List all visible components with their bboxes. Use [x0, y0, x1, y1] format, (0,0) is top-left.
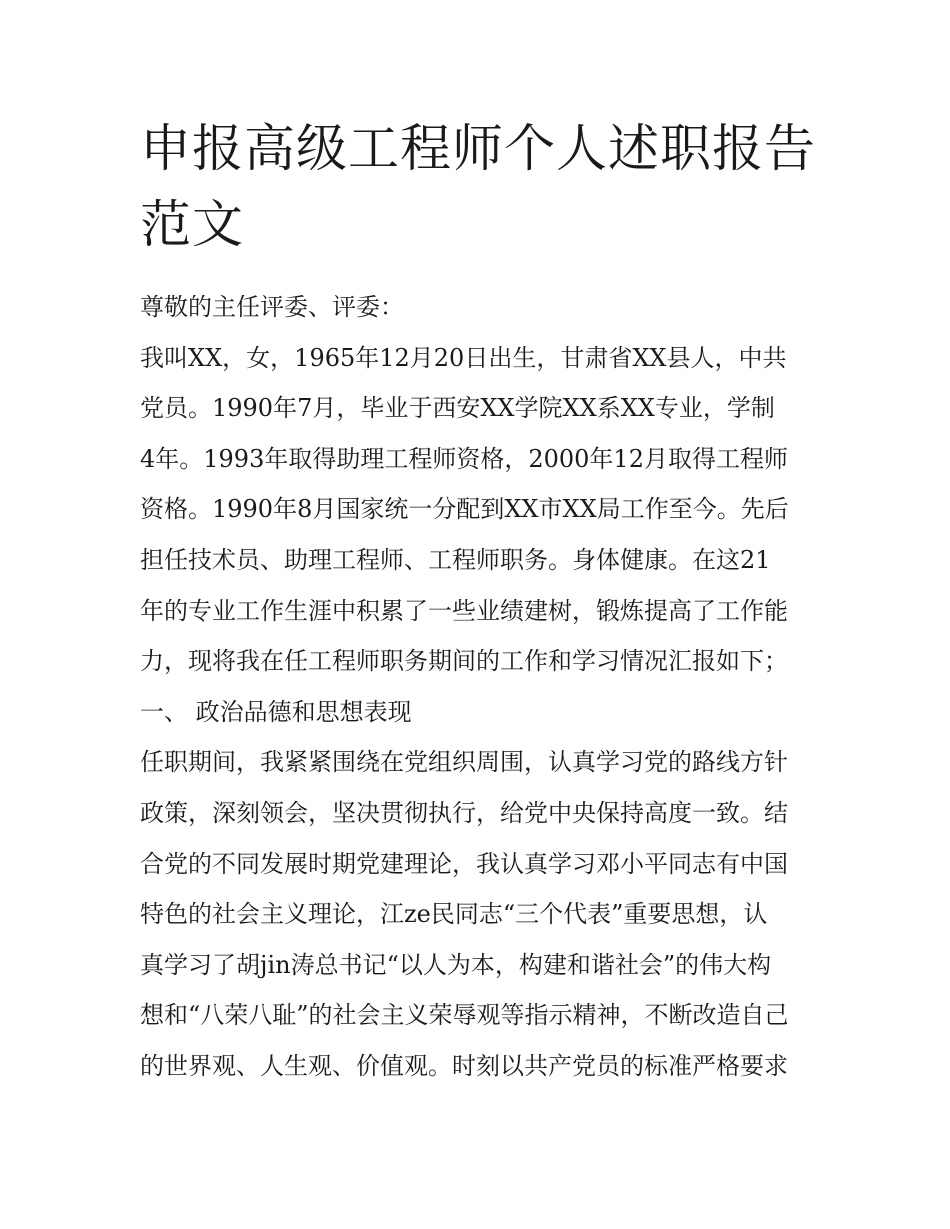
body-line: 力，现将我在任工程师职务期间的工作和学习情况汇报如下；: [140, 647, 788, 676]
title-line: 范文: [140, 196, 245, 255]
body-line: 年的专业工作生涯中积累了一些业绩建树，锻炼提高了工作能: [140, 596, 788, 625]
body-line: 党员。1990年7月，毕业于西安XX学院XX系XX专业，学制: [140, 394, 775, 423]
body-line: 特色的社会主义理论，江ze民同志“三个代表”重要思想，认: [140, 900, 768, 929]
document-title: [140, 112, 817, 264]
body-line: 我叫XX，女，1965年12月20日出生，甘肃省XX县人，中共: [140, 343, 787, 372]
body-line: 资格。1990年8月国家统一分配到XX市XX局工作至今。先后: [140, 495, 789, 524]
body-line: 4年。1993年取得助理工程师资格，2000年12月取得工程师: [140, 444, 788, 473]
body-line: 任职期间，我紧紧围绕在党组织周围，认真学习党的路线方针: [140, 748, 788, 777]
body-line: 真学习了胡jin涛总书记“以人为本，构建和谐社会”的伟大构: [140, 950, 772, 979]
body-line: 的世界观、人生观、价值观。时刻以共产党员的标准严格要求: [140, 1051, 788, 1080]
body-line: 合党的不同发展时期党建理论，我认真学习邓小平同志有中国: [140, 849, 788, 878]
document-body: [140, 282, 812, 1092]
title-line: 申报高级工程师个人述职报告: [140, 120, 817, 179]
salutation-line: 尊敬的主任评委、评委：: [140, 293, 404, 321]
body-line: 想和“八荣八耻”的社会主义荣辱观等指示精神，不断改造自己: [140, 1001, 789, 1030]
section-heading: 一、 政治品德和思想表现: [140, 697, 412, 726]
body-line: 担任技术员、助理工程师、工程师职务。身体健康。在这21: [140, 545, 771, 574]
body-line: 政策，深刻领会，坚决贯彻执行，给党中央保持高度一致。结: [140, 798, 788, 827]
document-page: [140, 112, 817, 1092]
